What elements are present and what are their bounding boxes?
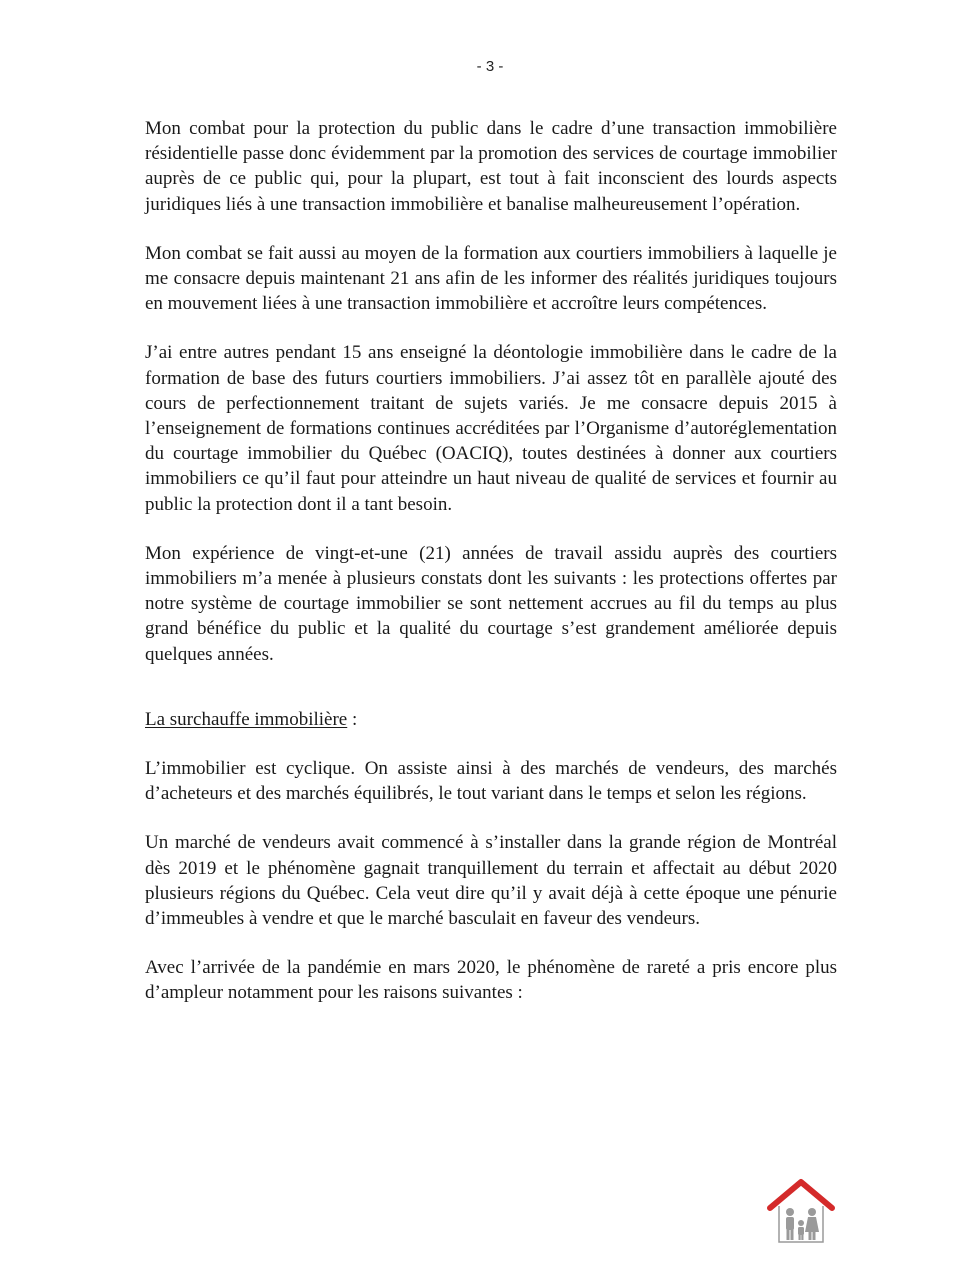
paragraph-4: Mon expérience de vingt-et-une (21) années de travail assidu auprès des courtiers immobiliers m’a menée à plusieurs constats dont les suivants : les protections offertes par notre système de courtage immobilier se sont nettement accrues au fil du temps au plus grand bénéfice du public et la qualité du courtage s’est grandement améliorée depuis quelques années. <box>145 542 837 665</box>
section-heading-suffix: : <box>347 708 358 730</box>
document-body <box>145 116 837 1030</box>
page-number: - 3 - <box>476 58 504 75</box>
paragraph-2: Mon combat se fait aussi au moyen de la formation aux courtiers immobiliers à laquelle je me consacre depuis maintenant 21 ans afin de les informer des réalités juridiques toujours en mouvement liées à une transaction immobilière et accroître leurs compétences. <box>145 242 837 315</box>
paragraph-3: J’ai entre autres pendant 15 ans enseigné la déontologie immobilière dans le cadre de la formation de base des futurs courtiers immobiliers. J’ai assez tôt en parallèle ajouté des cours de perfectionnement traitant de sujets variés. Je me consacre depuis 2015 à l’enseignement de formations continues accréditées par l’Organisme d’autoréglementation du courtage immobilier du Québec (OACIQ), toutes destinées à donner aux courtiers immobiliers ce qu’il faut pour atteindre un haut niveau de qualité de services et fournir au public la protection dont il a tant besoin. <box>145 342 837 515</box>
logo-figure-adult-left <box>786 1208 794 1240</box>
section-paragraph-3: Avec l’arrivée de la pandémie en mars 2020, le phénomène de rareté a pris encore plus d’ampleur notamment pour les raisons suivantes : <box>145 957 837 1004</box>
section-heading <box>145 707 837 732</box>
section-paragraph-2: Un marché de vendeurs avait commencé à s’installer dans la grande région de Montréal dès 2019 et le phénomène gagnait tranquillement du terrain et affectait au début 2020 plusieurs régions du Québec. Cela veut dire qu’il y avait déjà à cette époque une pénurie d’immeubles à vendre et que le marché basculait en faveur des vendeurs. <box>145 832 837 930</box>
logo-roof <box>770 1182 832 1208</box>
logo-figure-adult-right <box>805 1208 819 1240</box>
section-heading-text: La surchauffe immobilière <box>145 708 348 730</box>
paragraph-1: Mon combat pour la protection du public dans le cadre d’une transaction immobilière résidentielle passe donc évidemment par la promotion des services de courtage immobilier auprès de ce public qui, pour la plupart, est tout à fait inconscient des lourds aspects juridiques liés à une transaction immobilière et banalise malheureusement l’opération. <box>145 118 837 215</box>
house-family-logo-icon <box>766 1176 836 1246</box>
section-paragraph-1: L’immobilier est cyclique. On assiste ainsi à des marchés de vendeurs, des marchés d’acheteurs et des marchés équilibrés, le tout variant dans le temps et selon les régions. <box>145 758 837 805</box>
logo-figure-child <box>798 1220 804 1240</box>
